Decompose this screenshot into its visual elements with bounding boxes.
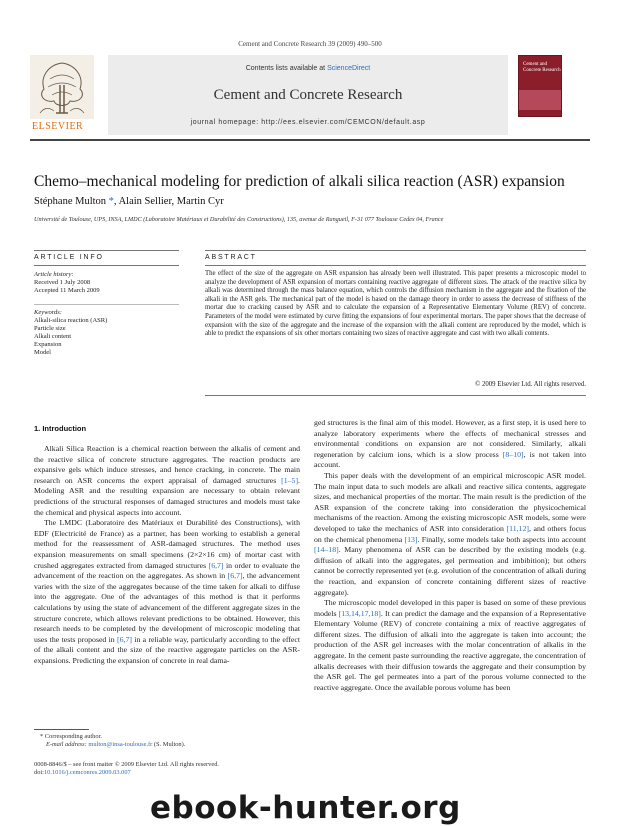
author-list	[34, 196, 224, 207]
abstract-copyright: © 2009 Elsevier Ltd. All rights reserved.	[475, 381, 586, 388]
cover-band	[519, 90, 561, 110]
intro-paragraph: Alkali Silica Reaction is a chemical reaction between the alkalis of cement and the reactive silica of concrete structure aggregates. The reaction products are expansive gels which induce stresses, and hence cracking, in concrete. The main research on ASR concerns the expert appraisal of damaged structures [1–5]. Modeling ASR and the resulting expansion are necessary to obtain relevant predictions of the structural responses of damaged structures and models must take the chemical and physical aspects into account.	[34, 444, 300, 517]
watermark: ebook-hunter.org	[150, 790, 461, 826]
column-left	[34, 444, 300, 666]
column-right	[314, 418, 586, 693]
keyword: Expansion	[34, 341, 62, 348]
sciencedirect-link[interactable]: ScienceDirect	[327, 65, 371, 72]
abstract-text: The effect of the size of the aggregate on ASR expansion has already been well illustrated. This paper presents a microscopic model to analyze the development of ASR expansion of mortars containing reactive aggregate of different sizes. The attack of the reactive silica by alkali was determined through the mass balance equation, which controls the diffusion mechanism in the aggregate and the fixation of the alkali in the ASR gels. The mechanical part of the model is based on the damage theory in order to assess the decrease of stiffness of the mortar due to cracking caused by ASR and to calculate the expansion of a Representative Elementary Volume (REV) of concrete. Parameters of the model were estimated by curve fitting the expansions of four experimental mortars. The paper shows that the decrease of expansion with the size of the aggregate and the increase of the expansion with the alkali content are reproduced by the model, which is able to predict the expansions of six other mortars containing two sizes of reactive aggregate and cast with two alkali contents.	[205, 270, 586, 338]
doi-link[interactable]: 10.1016/j.cemconres.2009.03.007	[43, 769, 131, 776]
citation-link[interactable]: [6,7]	[227, 571, 243, 581]
email-line: E-mail address: multon@insa-toulouse.fr (S. Multon).	[46, 741, 186, 748]
citation-link[interactable]: [6,7]	[117, 634, 132, 644]
corresponding-author-mark[interactable]: *	[108, 196, 114, 207]
article-info-divider	[34, 304, 179, 305]
intro-paragraph-continued: ged structures is the final aim of this model. However, as a first step, it is used here to analyze laboratory experiments where the effects of mechanical stresses and environmental conditions on expansion are not considered. Similarly, alkali regeneration by calcium ions, which is a slow process [8–10], is not taken into account.	[314, 418, 586, 470]
article-history	[34, 271, 179, 295]
journal-banner	[108, 55, 508, 135]
citation-link[interactable]: [14–18]	[314, 545, 339, 555]
intro-paragraph: The LMDC (Laboratoire des Matériaux et Durabilité des Constructions), with EDF (Electricité de France) as a partner, has been working to establish a general method for the reassessment of ASR-damaged structures. The method uses expansion measurements on small specimens (2×2×16 cm) of mortar cast with crushed aggregates extracted from damaged structures [6,7] in order to evaluate the advancement of the reaction on the aggregates. As shown in [6,7], the advancement varies with the size of the aggregates because of the time taken for alkali to diffuse into the aggregate. One of the advantages of this method is that it performs calculations by using the state of advancement of the different aggregate sizes in the structure concrete, which allows relevant predictions to be obtained. However, this research needs to be completed by the development of microscopic modeling that uses the tests proposed in [6,7] in a reliable way, particularly according to the effect of the alkali content and the size of the reactive aggregate particles on the ASR-expansions. Predicting the expansion of concrete in real dama-	[34, 518, 300, 665]
paper-title: Chemo–mechanical modeling for prediction of alkali silica reaction (ASR) expansion	[34, 173, 565, 190]
keyword: Model	[34, 349, 51, 356]
citation-link[interactable]: [13,14,17,18]	[338, 608, 381, 618]
cover-title: Cement and Concrete Research	[523, 62, 561, 73]
citation-link[interactable]: [6,7]	[208, 560, 224, 570]
citation-link[interactable]: [8–10]	[502, 449, 524, 459]
footnote	[34, 733, 185, 749]
journal-reference: Cement and Concrete Research 39 (2009) 490–500	[238, 40, 382, 48]
received-date: Received 1 July 2008	[34, 279, 91, 286]
email-link[interactable]: multon@insa-toulouse.fr	[88, 741, 153, 748]
abstract-rule-bottom	[205, 265, 586, 266]
journal-title: Cement and Concrete Research	[213, 87, 403, 103]
contents-line	[108, 65, 508, 72]
keyword: Alkali content	[34, 333, 72, 340]
accepted-date: Accepted 11 March 2009	[34, 287, 100, 294]
corresponding-author-note: * Corresponding author.	[40, 733, 102, 740]
issn-line: 0008-8846/$ – see front matter © 2009 Elsevier Ltd. All rights reserved.	[34, 761, 219, 768]
issn-block	[34, 761, 219, 777]
masthead-rule	[30, 139, 590, 141]
elsevier-tree-logo	[30, 55, 98, 135]
section-heading-introduction: 1. Introduction	[34, 424, 87, 433]
article-info-heading: ARTICLE INFO	[34, 254, 104, 261]
citation-link[interactable]: [1–5]	[281, 475, 299, 485]
elsevier-wordmark: ELSEVIER	[32, 121, 84, 132]
keywords-block	[34, 309, 179, 357]
author-names: , Alain Sellier, Martin Cyr	[113, 196, 224, 207]
history-label: Article history:	[34, 271, 74, 278]
citation-link[interactable]: [13]	[404, 534, 418, 544]
doi-line: doi:10.1016/j.cemconres.2009.03.007	[34, 769, 131, 776]
journal-homepage-link[interactable]: journal homepage: http://ees.elsevier.com/CEMCON/default.asp	[190, 119, 426, 126]
affiliation: Université de Toulouse, UPS, INSA, LMDC (Laboratoire Matériaux et Durabilité des Constructions), 135, avenue de Rangueil, F-31 077 Toulouse Cedex 04, France	[34, 216, 444, 223]
intro-paragraph: This paper deals with the development of an empirical microscopic ASR model. The main input data to such models are alkali and reactive silica contents, aggregate sizes, and mechanical properties of the mortar. The main result is the prediction of the ASR expansion of the concrete taking into consideration the physicochemical mechanisms of the reaction. Among the existing microscopic ASR models, some were developed to take the mechanics of ASR into consideration [11,12], and others focus on the chemical phenomena [13]. Finally, some models take both aspects into account [14–18]. Many phenomena of ASR can be described by the existing models (e.g. diffusion of alkali into the aggregates, gel permeation and imbibition); but others cannot be correctly represented yet (e.g. evolution of the concentration of alkali during the reaction, and expansion of concrete containing different sizes of reactive aggregate).	[314, 470, 586, 597]
contents-prefix: Contents lists available at	[245, 65, 328, 72]
article-info-rule-top	[34, 250, 179, 251]
abstract-heading: ABSTRACT	[205, 254, 257, 261]
keywords-label: Keywords:	[34, 309, 62, 316]
intro-paragraph: The microscopic model developed in this paper is based on some of these previous models [13,14,17,18]. It can predict the damage and the expansion of a Representative Elementary Volume (REV) of concrete containing a mix of reactive aggregates of different sizes. The diffusion of alkali into the aggregate is taken into account; the production of the ASR gel increases with the molar concentration of alkalis in the aggregate. In the cement paste surrounding the reactive aggregate, the concentration of alkalis decreases with their diffusion towards the aggregate and their consumption by the ASR gel. The gel permeates into a part of the porous volume connected to the reactive aggregate. Once the available porous volume has been	[314, 598, 586, 692]
author-name[interactable]: Stéphane Multon	[34, 196, 109, 207]
keyword: Alkali-silica reaction (ASR)	[34, 317, 108, 324]
article-info-rule-bottom	[34, 265, 179, 266]
abstract-rule-top	[205, 250, 586, 251]
journal-cover-thumbnail	[518, 55, 562, 117]
footnote-rule	[34, 729, 89, 730]
keyword: Particle size	[34, 325, 66, 332]
abstract-end-rule	[205, 395, 586, 396]
citation-link[interactable]: [11,12]	[506, 523, 529, 533]
masthead	[30, 55, 590, 137]
